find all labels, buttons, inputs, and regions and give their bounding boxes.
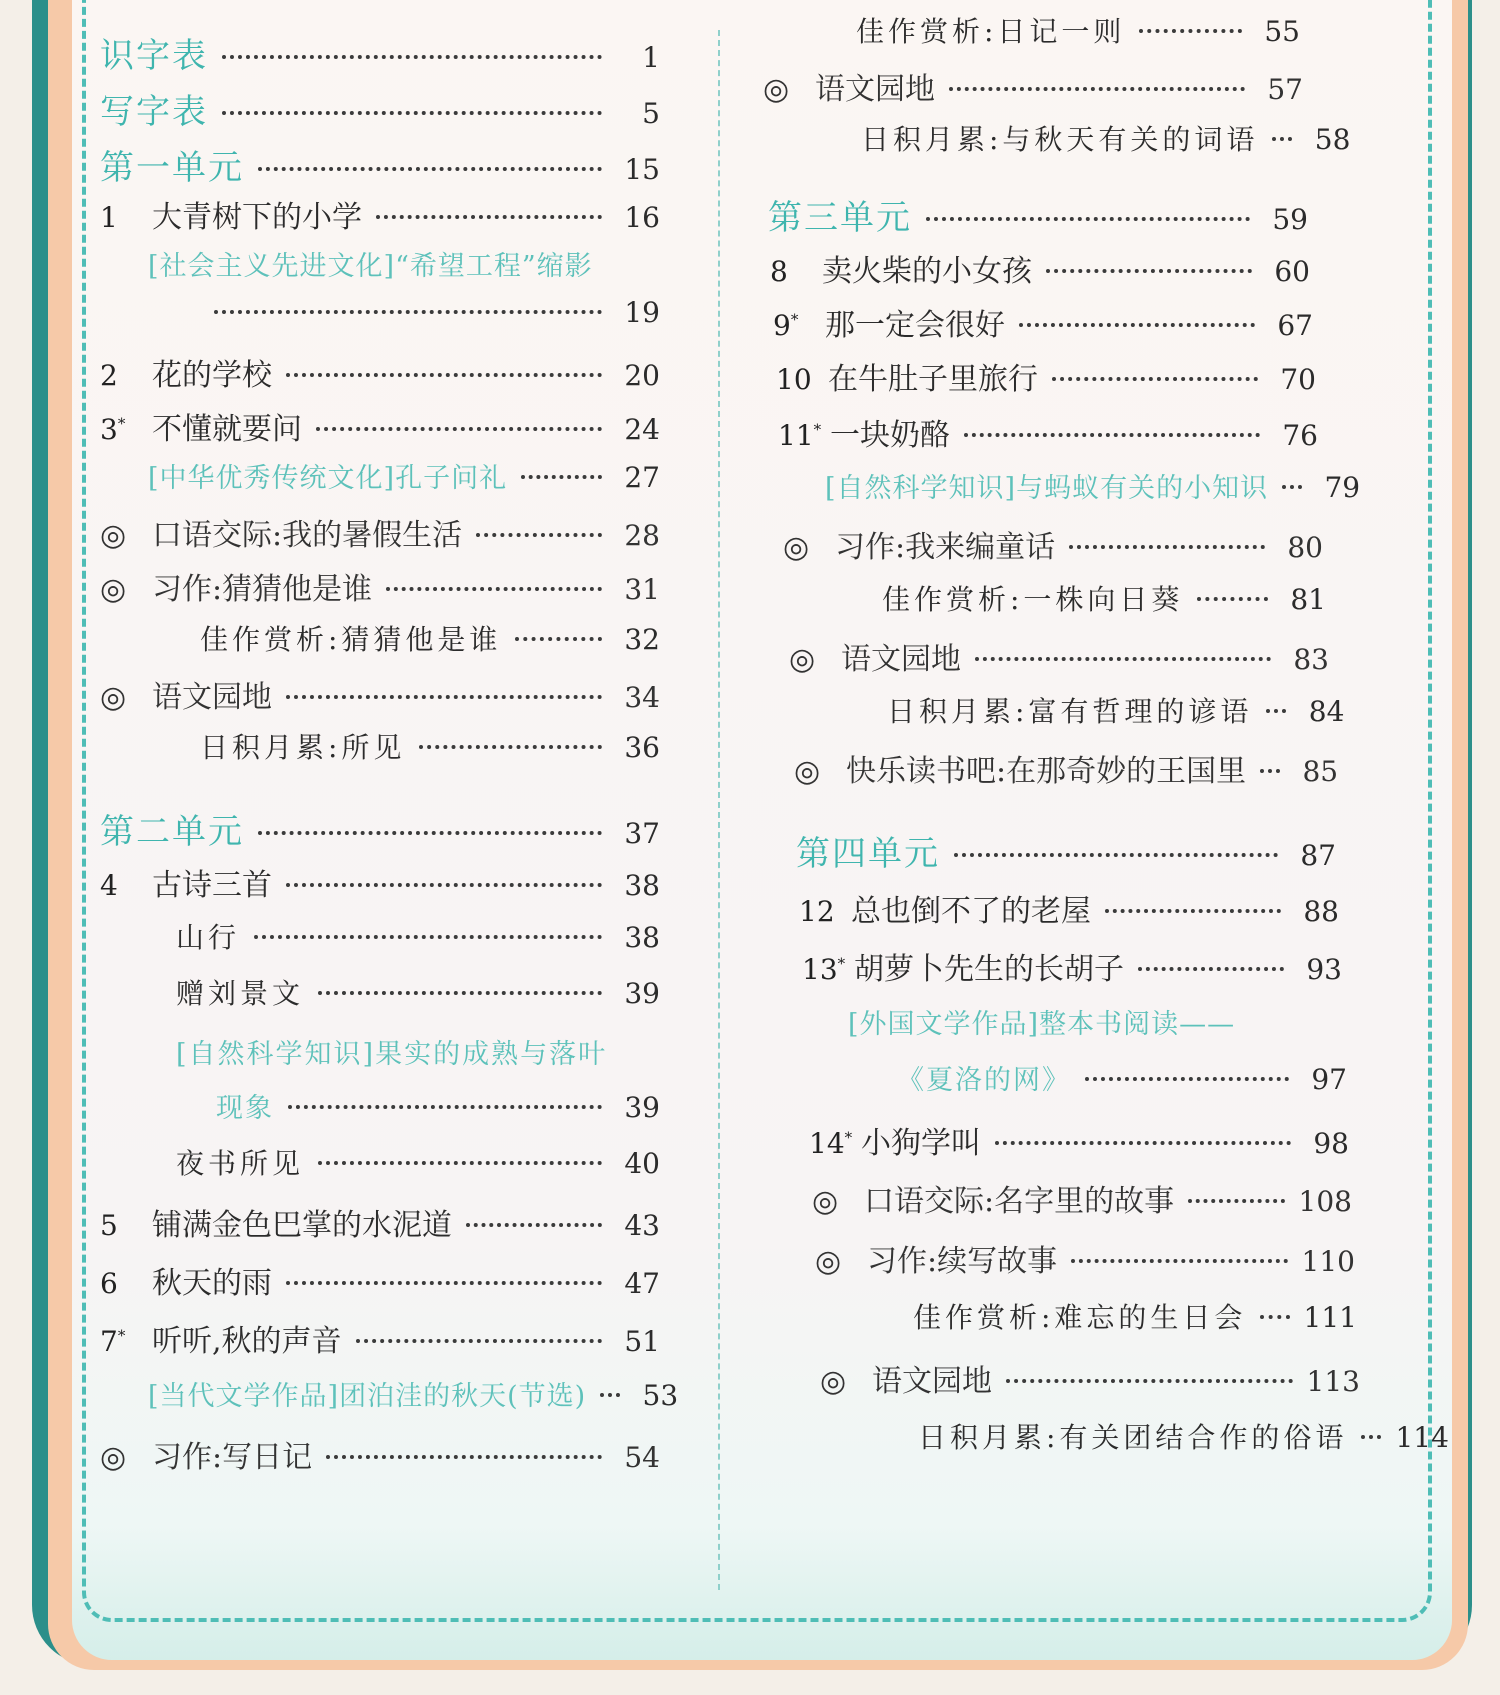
entry-title: 佳作赏析:猜猜他是谁 — [200, 623, 502, 656]
page-number: 39 — [624, 977, 660, 1010]
toc-entry — [176, 1142, 660, 1192]
toc-entry — [148, 244, 660, 294]
toc-entry — [778, 410, 1318, 460]
toc-entry — [802, 944, 1342, 994]
entry-title: 佳作赏析:难忘的生日会 — [913, 1301, 1247, 1334]
toc-entry — [100, 1200, 660, 1250]
page-number: 85 — [1302, 755, 1339, 788]
entry-title: 习作:我来编童话 — [835, 530, 1056, 565]
entry-title: [自然科学知识]与蚂蚁有关的小知识 — [825, 473, 1269, 504]
entry-title: 现象 — [216, 1093, 274, 1124]
dot-leader — [316, 427, 602, 431]
dot-leader — [222, 111, 602, 115]
entry-title: 听听,秋的声音 — [152, 1324, 342, 1359]
page-number: 110 — [1301, 1245, 1355, 1278]
toc-entry — [812, 1176, 1352, 1226]
page-number: 88 — [1303, 895, 1339, 928]
page-number: 1 — [642, 41, 660, 74]
page-number: 16 — [624, 201, 660, 234]
entry-title: [当代文学作品]团泊洼的秋天(节选) — [148, 1381, 587, 1412]
entry-title: 习作:猜猜他是谁 — [152, 572, 373, 607]
page-number: 79 — [1324, 471, 1361, 504]
circle-bullet-icon: ◎ — [100, 518, 127, 553]
page-number: 36 — [624, 731, 660, 764]
toc-entry — [848, 1002, 1344, 1052]
toc-right-column — [760, 0, 1449, 1600]
page-number: 84 — [1308, 695, 1345, 728]
toc-entry — [176, 916, 660, 966]
page-number: 43 — [624, 1209, 660, 1242]
entry-title: 第四单元 — [796, 834, 940, 874]
entry-title: [社会主义先进文化]“希望工程”缩影 — [148, 251, 593, 282]
lesson-number: 6 — [100, 1267, 118, 1300]
toc-entry — [176, 972, 660, 1022]
page-number: 67 — [1277, 309, 1313, 342]
entry-title: 语文园地 — [872, 1364, 992, 1399]
page-number: 37 — [624, 817, 660, 850]
toc-entry — [100, 672, 660, 722]
page-number: 80 — [1287, 531, 1323, 564]
page-number: 81 — [1290, 583, 1326, 616]
entry-title: 口语交际:我的暑假生活 — [152, 518, 463, 553]
circle-bullet-icon: ◎ — [794, 754, 821, 789]
entry-title: 小狗学叫 — [861, 1126, 981, 1161]
page-number: 60 — [1274, 255, 1310, 288]
circle-bullet-icon: ◎ — [100, 1440, 127, 1475]
self-study-star: * — [813, 420, 822, 439]
dot-leader — [1019, 323, 1255, 327]
dot-leader — [964, 433, 1260, 437]
entry-title: 大青树下的小学 — [152, 200, 362, 235]
entry-title: 写字表 — [100, 92, 208, 132]
entry-title: 夜书所见 — [176, 1147, 305, 1180]
entry-title: [自然科学知识]果实的成熟与落叶 — [176, 1039, 608, 1070]
circle-bullet-icon: ◎ — [789, 642, 816, 677]
dot-leader — [1260, 1315, 1289, 1319]
entry-title: 语文园地 — [152, 680, 272, 715]
dot-leader — [254, 935, 602, 939]
page-number: 24 — [624, 413, 660, 446]
page-number: 113 — [1306, 1365, 1360, 1398]
entry-title: 在牛肚子里旅行 — [828, 362, 1038, 397]
entry-title: 日积月累:富有哲理的谚语 — [887, 695, 1253, 728]
entry-title: 那一定会很好 — [825, 308, 1005, 343]
toc-entry — [100, 84, 660, 134]
circle-bullet-icon: ◎ — [815, 1244, 842, 1279]
page-number: 55 — [1264, 15, 1300, 48]
page-number: 34 — [624, 681, 660, 714]
entry-title: 不懂就要问 — [152, 412, 302, 447]
page-number: 111 — [1303, 1301, 1357, 1334]
page-number: 76 — [1282, 419, 1318, 452]
entry-title: 赠刘景文 — [176, 977, 305, 1010]
entry-title: 口语交际:名字里的故事 — [864, 1184, 1175, 1219]
toc-entry — [820, 1356, 1360, 1406]
dot-leader — [1105, 909, 1281, 913]
page-number: 47 — [624, 1267, 660, 1300]
page-number: 31 — [624, 573, 660, 606]
toc-entry — [866, 1416, 1449, 1466]
toc-entry — [148, 618, 660, 668]
toc-entry — [148, 296, 660, 346]
page-number: 5 — [642, 97, 660, 130]
toc-entry — [100, 192, 660, 242]
dot-leader — [356, 1339, 602, 1343]
dot-leader — [258, 167, 602, 171]
dot-leader — [975, 657, 1271, 661]
toc-entry — [897, 1058, 1347, 1108]
self-study-star: * — [844, 1128, 853, 1147]
toc-entry — [789, 634, 1329, 684]
toc-left-column — [100, 0, 700, 1600]
page-number: 114 — [1395, 1421, 1449, 1454]
toc-entry — [100, 404, 660, 454]
entry-title: 铺满金色巴掌的水泥道 — [152, 1208, 452, 1243]
toc-entry — [809, 118, 1351, 168]
dot-leader — [288, 1105, 602, 1109]
circle-bullet-icon: ◎ — [763, 72, 790, 107]
toc-entry — [148, 456, 660, 506]
toc-entry — [770, 246, 1310, 296]
page-number: 40 — [624, 1147, 660, 1180]
toc-entry — [763, 64, 1303, 114]
lesson-number: 11* — [778, 419, 822, 452]
dot-leader — [1282, 485, 1302, 489]
dot-leader — [386, 587, 602, 591]
entry-title: 日积月累:有关团结合作的俗语 — [918, 1421, 1348, 1454]
page-number: 87 — [1300, 839, 1336, 872]
dot-leader — [476, 533, 602, 537]
dot-leader — [954, 853, 1278, 857]
dot-leader — [1069, 545, 1265, 549]
circle-bullet-icon: ◎ — [812, 1184, 839, 1219]
circle-bullet-icon: ◎ — [100, 680, 127, 715]
dot-leader — [466, 1223, 602, 1227]
dot-leader — [1266, 709, 1286, 713]
toc-entry — [773, 300, 1313, 350]
page-number: 54 — [624, 1441, 660, 1474]
dot-leader — [318, 1161, 602, 1165]
dot-leader — [419, 745, 602, 749]
entry-title: 总也倒不了的老屋 — [851, 894, 1091, 929]
page-number: 20 — [624, 359, 660, 392]
entry-title: 卖火柴的小女孩 — [822, 254, 1032, 289]
page-number: 28 — [624, 519, 660, 552]
toc-entry — [100, 564, 660, 614]
page-number: 53 — [642, 1379, 679, 1412]
dot-leader — [326, 1455, 602, 1459]
page-number: 59 — [1272, 203, 1308, 236]
lesson-number: 8 — [770, 255, 788, 288]
toc-entry — [776, 354, 1316, 404]
entry-title: 花的学校 — [152, 358, 272, 393]
self-study-star: * — [837, 954, 846, 973]
lesson-number: 9* — [773, 309, 799, 342]
toc-entry — [830, 578, 1326, 628]
toc-entry — [176, 1032, 660, 1082]
page-number: 57 — [1267, 73, 1303, 106]
circle-bullet-icon: ◎ — [783, 530, 810, 565]
toc-entry — [783, 522, 1323, 572]
dot-leader — [1139, 29, 1242, 33]
entry-title: 胡萝卜先生的长胡子 — [854, 952, 1124, 987]
dot-leader — [926, 217, 1250, 221]
toc-entry — [100, 140, 660, 190]
page-number: 38 — [624, 921, 660, 954]
toc-entry — [100, 1432, 660, 1482]
entry-title: 日积月累:与秋天有关的词语 — [861, 123, 1259, 156]
page-number: 51 — [624, 1325, 660, 1358]
toc-entry — [100, 350, 660, 400]
toc-entry — [799, 886, 1339, 936]
toc-entry — [100, 804, 660, 854]
dot-leader — [1138, 967, 1284, 971]
entry-title: 山行 — [176, 921, 241, 954]
lesson-number: 5 — [100, 1209, 118, 1242]
dot-leader — [949, 87, 1245, 91]
entry-title: 第三单元 — [768, 198, 912, 238]
entry-title: 日积月累:所见 — [200, 731, 406, 764]
lesson-number: 3* — [100, 413, 126, 446]
self-study-star: * — [790, 310, 799, 329]
dot-leader — [286, 695, 602, 699]
page-number: 32 — [624, 623, 660, 656]
self-study-star: * — [117, 414, 126, 433]
page-number: 93 — [1306, 953, 1342, 986]
dot-leader — [515, 637, 602, 641]
circle-bullet-icon: ◎ — [100, 572, 127, 607]
toc-entry — [815, 1236, 1355, 1286]
entry-title: 秋天的雨 — [152, 1266, 272, 1301]
page-number: 108 — [1298, 1185, 1352, 1218]
dot-leader — [995, 1141, 1291, 1145]
dot-leader — [318, 991, 602, 995]
toc-entry — [148, 1374, 679, 1424]
column-divider — [718, 30, 720, 1590]
toc-entry — [100, 1258, 660, 1308]
entry-title: 习作:写日记 — [152, 1440, 313, 1475]
page-number: 15 — [624, 153, 660, 186]
toc-entry — [835, 690, 1345, 740]
dot-leader — [1272, 137, 1292, 141]
lesson-number: 10 — [776, 363, 812, 396]
dot-leader — [286, 883, 602, 887]
toc-entry — [100, 28, 660, 78]
toc-entry — [100, 1316, 660, 1366]
toc-entry — [861, 1296, 1357, 1346]
page-number: 97 — [1311, 1063, 1347, 1096]
dot-leader — [376, 215, 602, 219]
page-number: 83 — [1293, 643, 1329, 676]
dot-leader — [214, 310, 602, 314]
lesson-number: 1 — [100, 201, 118, 234]
dot-leader — [1197, 597, 1268, 601]
entry-title: 佳作赏析:一株向日葵 — [882, 583, 1184, 616]
toc-entry — [796, 826, 1336, 876]
toc-entry — [768, 190, 1308, 240]
lesson-number: 2 — [100, 359, 118, 392]
lesson-number: 4 — [100, 869, 118, 902]
page-number: 19 — [624, 296, 660, 329]
lesson-number: 13* — [802, 953, 846, 986]
entry-title: 第二单元 — [100, 812, 244, 852]
lesson-number: 7* — [100, 1325, 126, 1358]
dot-leader — [286, 373, 602, 377]
entry-title: 识字表 — [100, 36, 208, 76]
page-number: 39 — [624, 1091, 660, 1124]
dot-leader — [1071, 1259, 1287, 1263]
dot-leader — [1085, 1077, 1289, 1081]
dot-leader — [600, 1393, 620, 1397]
dot-leader — [1188, 1199, 1284, 1203]
dot-leader — [1260, 769, 1280, 773]
toc-entry — [804, 10, 1300, 60]
entry-title: 习作:续写故事 — [867, 1244, 1058, 1279]
entry-title: 一块奶酪 — [830, 418, 950, 453]
entry-title: 语文园地 — [815, 72, 935, 107]
toc-entry — [794, 746, 1339, 796]
dot-leader — [1046, 269, 1252, 273]
toc-entry — [100, 860, 660, 910]
page-number: 70 — [1280, 363, 1316, 396]
page-number: 98 — [1313, 1127, 1349, 1160]
page-number: 27 — [624, 461, 660, 494]
toc-entry — [809, 1118, 1349, 1168]
entry-title: 第一单元 — [100, 148, 244, 188]
entry-title: 快乐读书吧:在那奇妙的王国里 — [846, 754, 1247, 789]
entry-title: 《夏洛的网》 — [897, 1065, 1071, 1096]
dot-leader — [1006, 1379, 1293, 1383]
dot-leader — [1052, 377, 1258, 381]
toc-entry — [148, 726, 660, 776]
lesson-number: 14* — [809, 1127, 853, 1160]
dot-leader — [222, 55, 602, 59]
page-number: 58 — [1314, 123, 1351, 156]
self-study-star: * — [117, 1326, 126, 1345]
dot-leader — [286, 1281, 602, 1285]
entry-title: 佳作赏析:日记一则 — [856, 15, 1126, 48]
entry-title: 古诗三首 — [152, 868, 272, 903]
page-number: 38 — [624, 869, 660, 902]
toc-entry — [100, 510, 660, 560]
lesson-number: 12 — [799, 895, 835, 928]
entry-title: 语文园地 — [841, 642, 961, 677]
dot-leader — [1361, 1435, 1381, 1439]
toc-entry — [216, 1086, 660, 1136]
entry-title: [中华优秀传统文化]孔子问礼 — [148, 463, 508, 494]
circle-bullet-icon: ◎ — [820, 1364, 847, 1399]
dot-leader — [521, 475, 602, 479]
entry-title: [外国文学作品]整本书阅读—— — [848, 1009, 1236, 1040]
toc-entry — [825, 466, 1361, 516]
dot-leader — [258, 831, 602, 835]
